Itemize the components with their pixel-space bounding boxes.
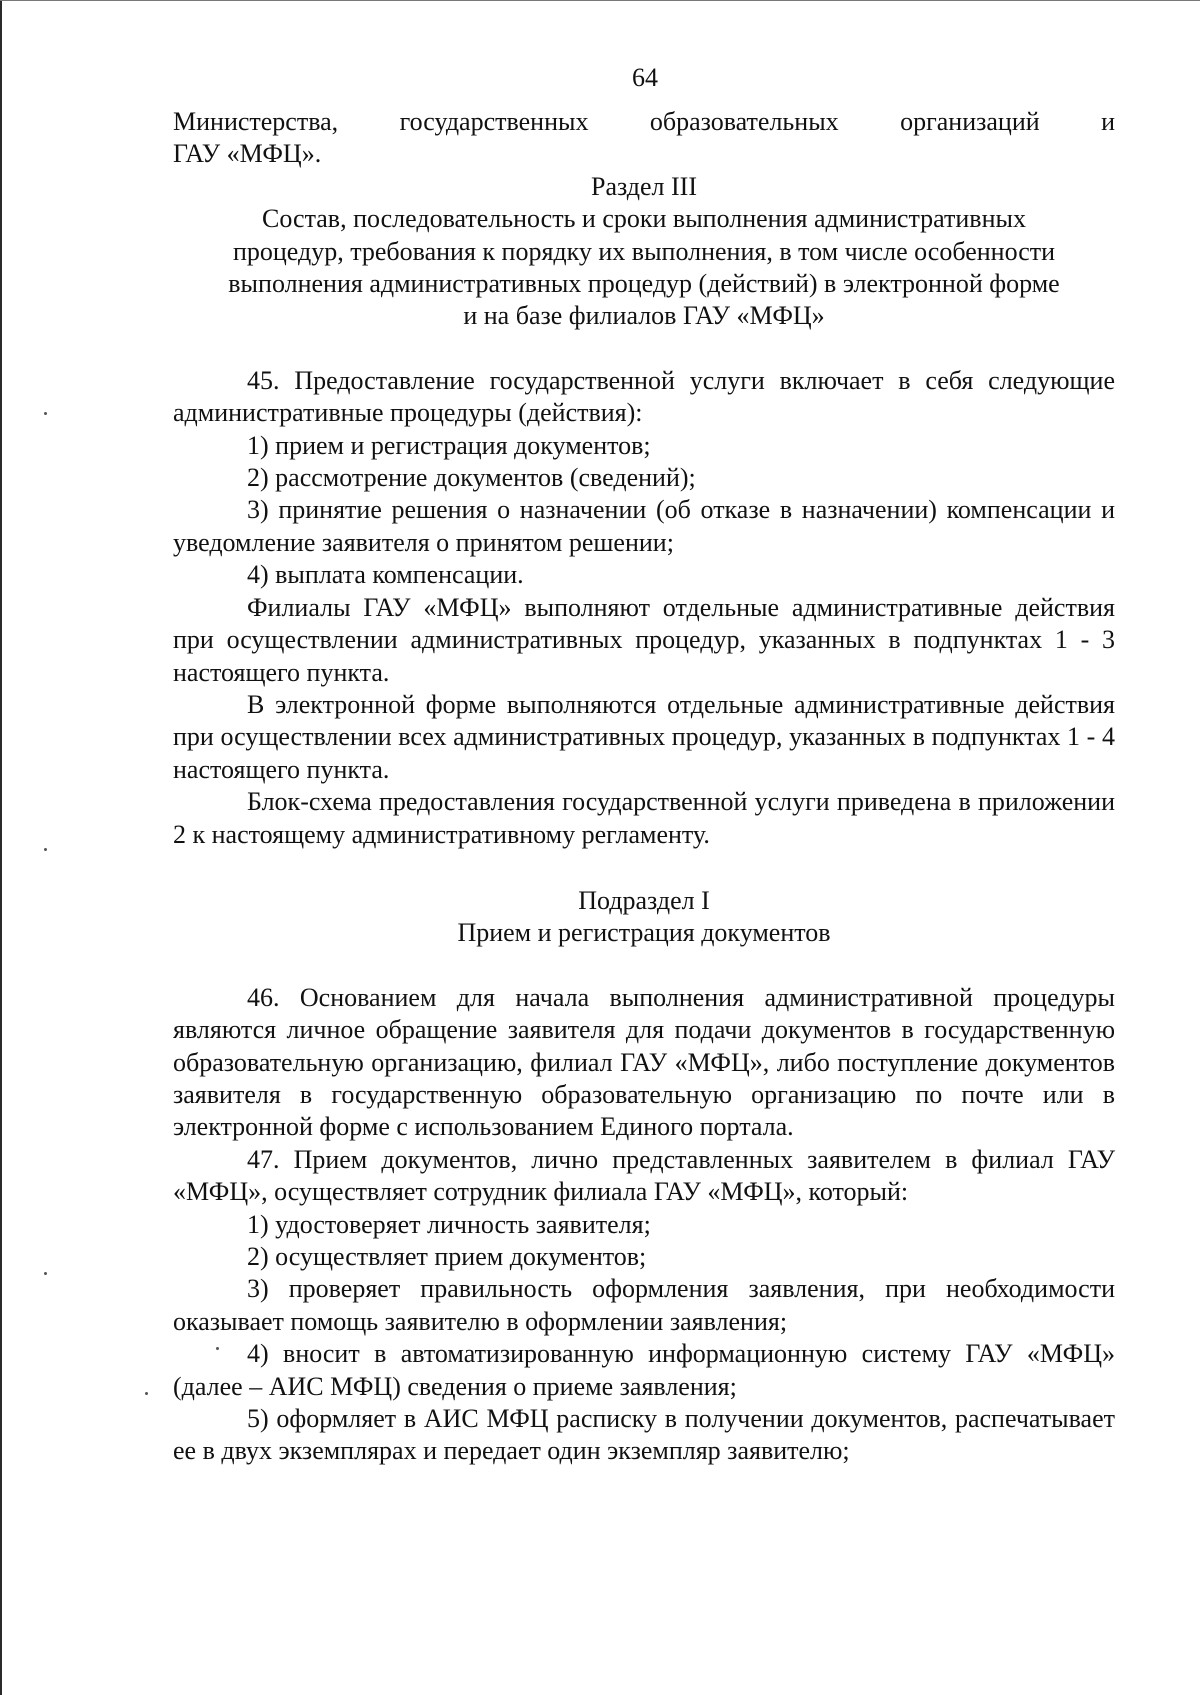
scan-top-edge (0, 0, 1200, 1)
scan-speck (44, 1272, 47, 1275)
paragraph-46: 46. Основанием для начала выполнения административной процедуры являются личное обращение заявителя для подачи документов в государственную образовательную организацию, филиал ГАУ «МФЦ», либо поступление документов заявителя в государственную образовательную организацию по почте или в электронной форме с использованием Единого портала. (173, 982, 1115, 1142)
list-item: 2) осуществляет прием документов; (247, 1242, 647, 1271)
paragraph-45-intro: 45. Предоставление государственной услуги включает в себя следующие административные процедуры (действия): (173, 365, 1115, 428)
paragraph-47-intro: 47. Прием документов, лично представленных заявителем в филиал ГАУ «МФЦ», осуществляет сотрудник филиала ГАУ «МФЦ», который: (173, 1144, 1115, 1207)
page-number: 64 (632, 63, 658, 92)
list-item: 5) оформляет в АИС МФЦ расписку в получении документов, распечатывает ее в двух экземплярах и передает один экземпляр заявителю; (173, 1404, 1115, 1466)
section-title-line: выполнения административных процедур (действий) в электронной форме (228, 269, 1060, 299)
list-item: 4) выплата компенсации. (247, 560, 524, 590)
list-item: 4) вносит в автоматизированную информационную систему ГАУ «МФЦ» (далее – АИС МФЦ) сведения о приеме заявления; (173, 1339, 1115, 1401)
intro-line-2: ГАУ «МФЦ». (173, 139, 322, 169)
scan-speck (44, 412, 47, 415)
section-title-line: и на базе филиалов ГАУ «МФЦ» (463, 301, 825, 331)
scan-speck (145, 1392, 148, 1395)
document-body (173, 106, 1115, 1468)
subsection-heading (173, 885, 1115, 950)
section-title-line: Состав, последовательность и сроки выполнения административных (262, 204, 1026, 234)
list-item: 3) проверяет правильность оформления заявления, при необходимости оказывает помощь заявителю в оформлении заявления; (173, 1274, 1115, 1336)
list-item: 1) удостоверяет личность заявителя; (247, 1209, 651, 1239)
intro-line-1: Министерства, государственных образовательных организаций и (173, 107, 1115, 136)
section-label: Раздел III (590, 171, 698, 201)
section-heading (173, 171, 1115, 333)
subsection-title: Прием и регистрация документов (457, 918, 831, 948)
subsection-label: Подраздел I (578, 885, 710, 915)
paragraph-45-branches: Филиалы ГАУ «МФЦ» выполняют отдельные административные действия при осуществлении административных процедур, указанных в подпунктах 1 - 3 настоящего пункта. (173, 592, 1115, 687)
scan-speck (44, 848, 47, 851)
list-item: 3) принятие решения о назначении (об отказе в назначении) компенсации и уведомление заявителя о принятом решении; (173, 495, 1115, 557)
list-item: 2) рассмотрение документов (сведений); (247, 463, 696, 493)
paragraph-45-scheme: Блок-схема предоставления государственной услуги приведена в приложении 2 к настоящему административному регламенту. (173, 787, 1115, 849)
list-item: 1) прием и регистрация документов; (247, 430, 651, 460)
section-title-line: процедур, требования к порядку их выполнения, в том числе особенности (232, 236, 1056, 266)
paragraph-45-electronic: В электронной форме выполняются отдельные административные действия при осуществлении всех административных процедур, указанных в подпунктах 1 - 4 настоящего пункта. (173, 689, 1115, 784)
scan-speck (216, 1347, 219, 1350)
scan-left-edge (0, 0, 2, 1695)
